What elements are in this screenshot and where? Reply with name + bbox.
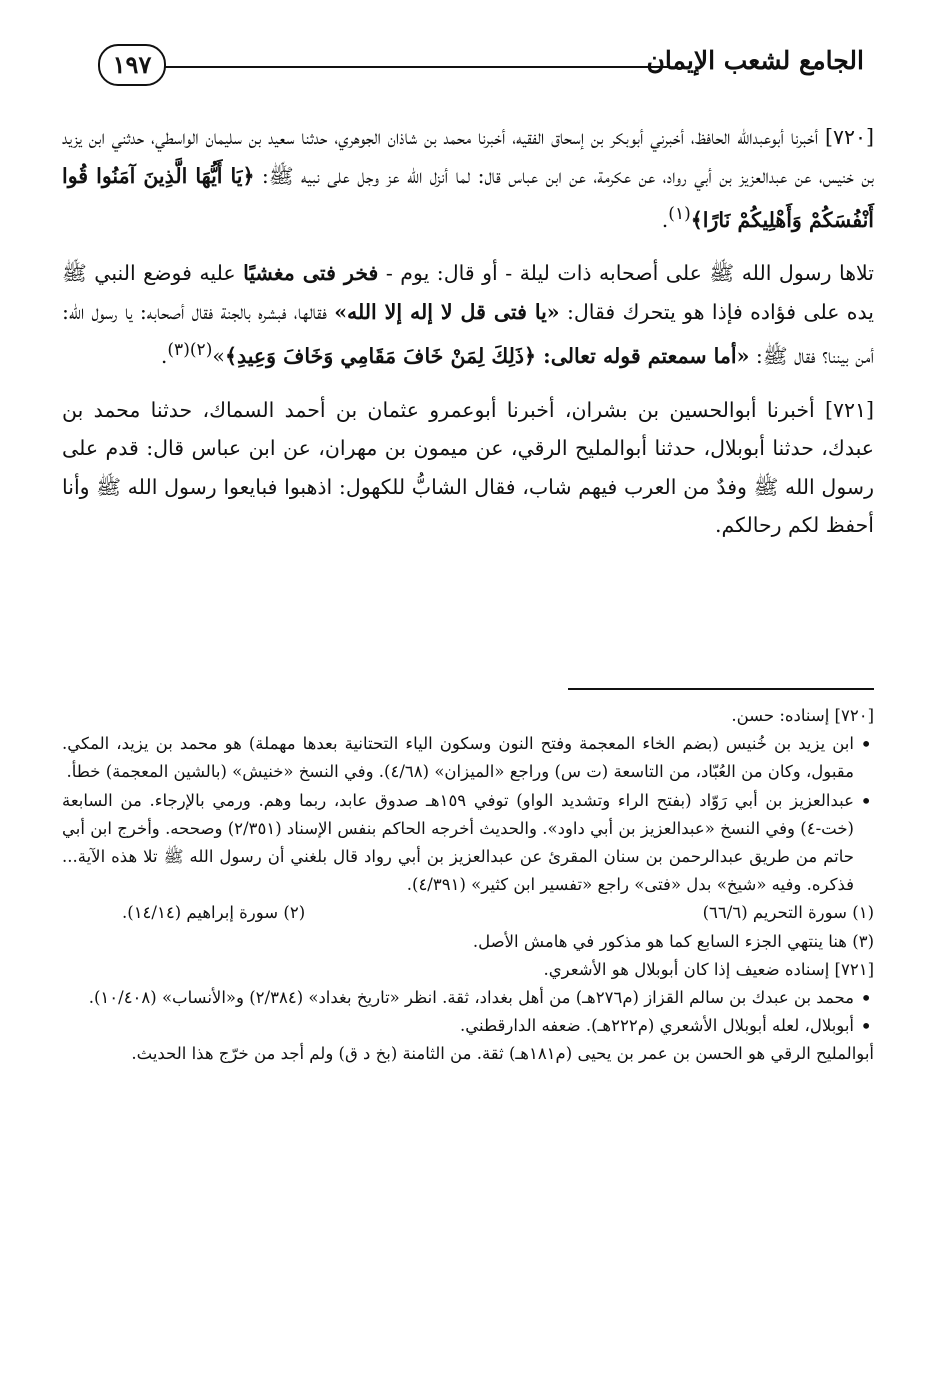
hadith-720 <box>62 118 874 239</box>
footnote-2: (٢) سورة إبراهيم (١٤/١٤). <box>122 903 306 923</box>
quran-verse: ﴿ذَلِكَ لِمَنْ خَافَ مَقَامِي وَخَافَ وَعِيدِ﴾ <box>224 344 536 369</box>
note-bullet: • عبدالعزيز بن أبي رَوّاد (بفتح الراء وتشديد الواو) توفي ١٥٩هـ صدوق عابد، ربما وهم. ورمي بالإرجاء. من السابعة (خت-٤) وفي النسخ «عبدالعزيز بن أبي داود». والحديث أخرجه الحاكم بنفس الإسناد (٢/٣٥١) وصححه. وأخرج ابن أبي حاتم من طريق عبدالرحمن بن سنان المقرئ عن عبدالعزيز بن أبي رواد قال بلغني أن رسول الله ﷺ تلا هذه الآية... فذكره. وفيه «شيخ» بدل «فتى» راجع «تفسير ابن كثير» (٤/٣٩١). <box>62 787 874 900</box>
quran-verse: ﴿يَا أَيُّهَا الَّذِينَ آمَنُوا قُوا أَنْفُسَكُمْ وَأَهْلِيكُمْ نَارًا﴾ <box>62 163 874 232</box>
note-bullet: • محمد بن عبدك بن سالم القزاز (م٢٧٦هـ) من أهل بغداد، ثقة. انظر «تاريخ بغداد» (٢/٣٨٤) و«الأنساب» (١٠/٤٠٨). <box>62 984 874 1012</box>
header-rule <box>164 66 668 68</box>
footnote-3: (٣) هنا ينتهي الجزء السابع كما هو مذكور في هامش الأصل. <box>472 931 874 951</box>
hadith-720-isnad: [٧٢٠] أخبرنا أبوعبدالله الحافظ، أخبرني أبوبكر بن إسحاق الفقيه، أخبرنا محمد بن شاذان الجوهري، حدثنا سعيد بن سليمان الواسطي، حدثني ابن يزيد بن خنيس، عن عبدالعزيز بن أبي رواد، عن عكرمة، عن ابن عباس قال: لما أنزل الله عز وجل على نبيه ﷺ: ﴿يَا أَيُّهَا الَّذِينَ آمَنُوا قُوا أَنْفُسَكُمْ وَأَهْلِيكُمْ نَارًا﴾$^{(١)}$. <box>62 125 875 232</box>
footnote-1: (١) سورة التحريم (٦٦/٦) <box>702 903 874 923</box>
footnotes <box>62 702 874 1069</box>
book-title: الجامع لشعب الإيمان <box>646 46 864 75</box>
note-bullet: • أبوبلال، لعله أبوبلال الأشعري (م٢٢٢هـ). ضعفه الدارقطني. <box>62 1012 874 1040</box>
page-number: ١٩٧ <box>98 44 166 86</box>
hadith-721: [٧٢١] أخبرنا أبوالحسين بن بشران، أخبرنا أبوعمرو عثمان بن أحمد السماك، حدثنا محمد بن عبدك، حدثنا أبوبلال، حدثنا أبوالمليح الرقي، عن ميمون بن مهران، عن ابن عباس قال: قدم على رسول الله ﷺ وفدٌ من العرب فيهم شاب، فقال الشابُّ للكهول: اذهبوا فبايعوا رسول الله ﷺ وأنا أحفظ لكم رحالكم. <box>62 397 874 538</box>
footnote-ref: (٢)(٣) <box>167 340 213 361</box>
footnote-divider <box>568 688 874 690</box>
hadith-720-matn: تلاها رسول الله ﷺ على أصحابه ذات ليلة - أو قال: يوم - فخر فتى مغشيًا عليه فوضع النبي ﷺ يده على فؤاده فإذا هو يتحرك فقال: «يا فتى قل لا إله إلا الله» فقالها، فبشره بالجنة فقال أصحابه: يا رسول الله: أمن بيننا؟ فقال ﷺ: «أما سمعتم قوله تعالى: ﴿ذَلِكَ لِمَنْ خَافَ مَقَامِي وَخَافَ وَعِيدِ﴾»$^{(٢)(٣)}$. <box>62 261 874 369</box>
footnote-row <box>62 899 874 927</box>
page-header <box>98 44 864 88</box>
note-721-tail: أبوالمليح الرقي هو الحسن بن عمر بن يحيى (م١٨١هـ) ثقة. من الثامنة (بخ د ق) ولم أجد من خرّج هذا الحديث. <box>131 1044 874 1064</box>
note-bullet: • ابن يزيد بن خُنيس (بضم الخاء المعجمة وفتح النون وسكون الياء التحتانية بعدها مهملة) هو محمد بن يزيد، المكي. مقبول، وكان من العُبّاد، من التاسعة (ت س) وراجع «الميزان» (٤/٦٨). وفي النسخ «خنيش» (بالشين المعجمة) خطأ. <box>62 730 874 786</box>
main-text <box>62 118 874 560</box>
note-720-heading: [٧٢٠] إسناده: حسن. <box>731 706 874 725</box>
footnote-ref: (١) <box>668 204 691 224</box>
note-721-heading: [٧٢١] إسناده ضعيف إذا كان أبوبلال هو الأشعري. <box>543 959 874 979</box>
